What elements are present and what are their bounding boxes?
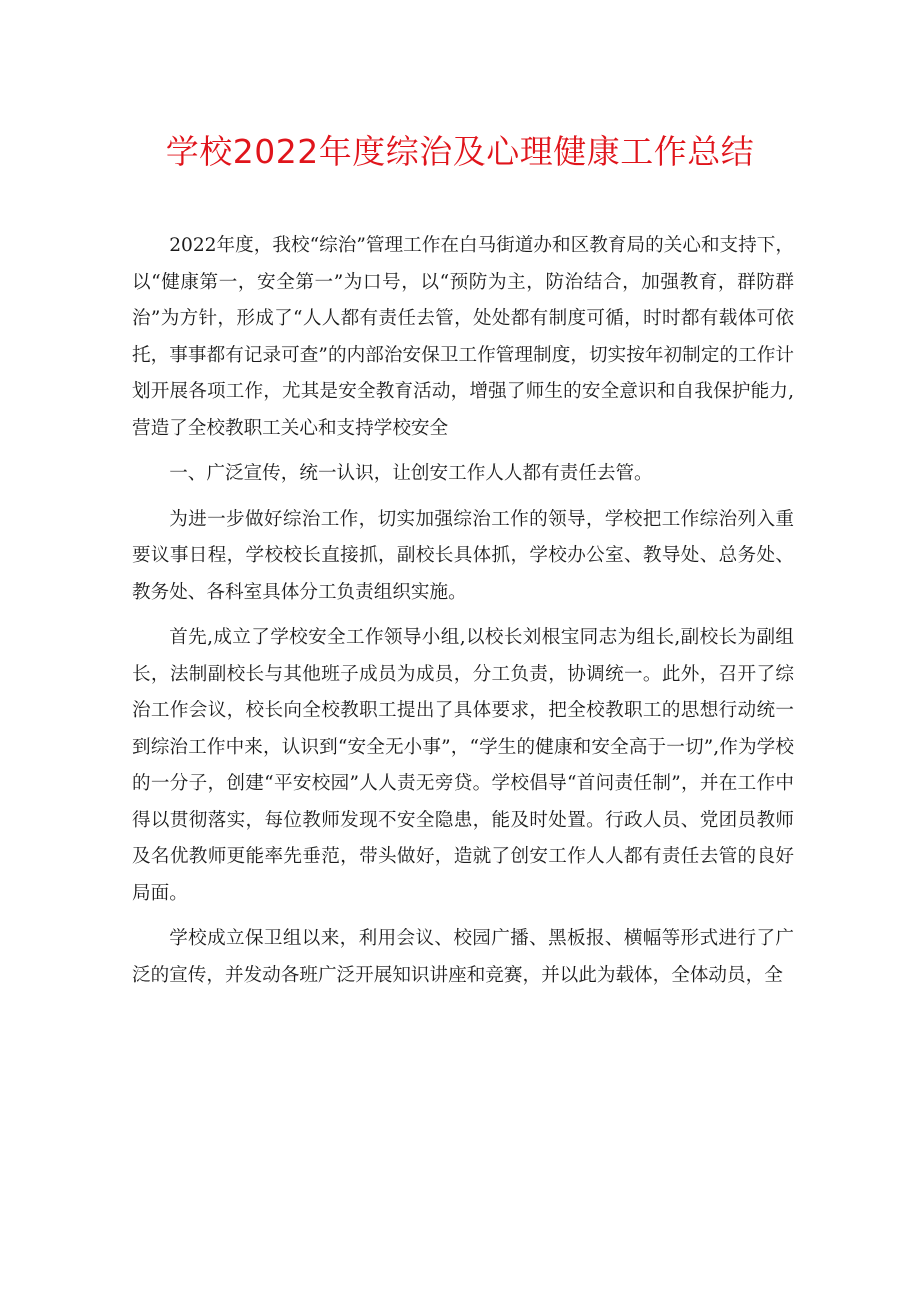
section-heading-1: 一、广泛宣传，统一认识，让创安工作人人都有责任去管。 xyxy=(169,463,653,484)
paragraph-leadership: 为进一步做好综治工作，切实加强综治工作的领导，学校把工作综治列入重要议事日程，学校校长直接抓，副校长具体抓，学校办公室、教导处、总务处、教务处、各科室具体分工负责组织实施。 xyxy=(132,508,794,603)
paragraph-publicity: 学校成立保卫组以来，利用会议、校园广播、黑板报、横幅等形式进行了广泛的宣传，并发动各班广泛开展知识讲座和竞赛，并以此为载体，全体动员，全 xyxy=(132,928,794,986)
document-body xyxy=(132,228,794,1003)
document-title: 学校2022年度综治及心理健康工作总结 xyxy=(165,132,755,171)
paragraph-intro: 2022年度，我校“综治”管理工作在白马街道办和区教育局的关心和支持下，以“健康第一，安全第一”为口号，以“预防为主，防治结合，加强教育，群防群治”为方针，形成了“人人都有责任去管，处处都有制度可循，时时都有载体可依托，事事都有记录可查”的内部治安保卫工作管理制度，切实按年初制定的工作计划开展各项工作，尤其是安全教育活动，增强了师生的安全意识和自我保护能力,营造了全校教职工关心和支持学校安全 xyxy=(132,235,794,439)
paragraph-safety-team: 首先,成立了学校安全工作领导小组,以校长刘根宝同志为组长,副校长为副组长，法制副校长与其他班子成员为成员，分工负责，协调统一。此外，召开了综治工作会议，校长向全校教职工提出了具体要求，把全校教职工的思想行动统一到综治工作中来，认识到“安全无小事”，“学生的健康和安全高于一切”,作为学校的一分子，创建“平安校园”人人责无旁贷。学校倡导“首问责任制”，并在工作中得以贯彻落实，每位教师发现不安全隐患，能及时处置。行政人员、党团员教师及名优教师更能率先垂范，带头做好，造就了创安工作人人都有责任去管的良好局面。 xyxy=(132,627,794,904)
